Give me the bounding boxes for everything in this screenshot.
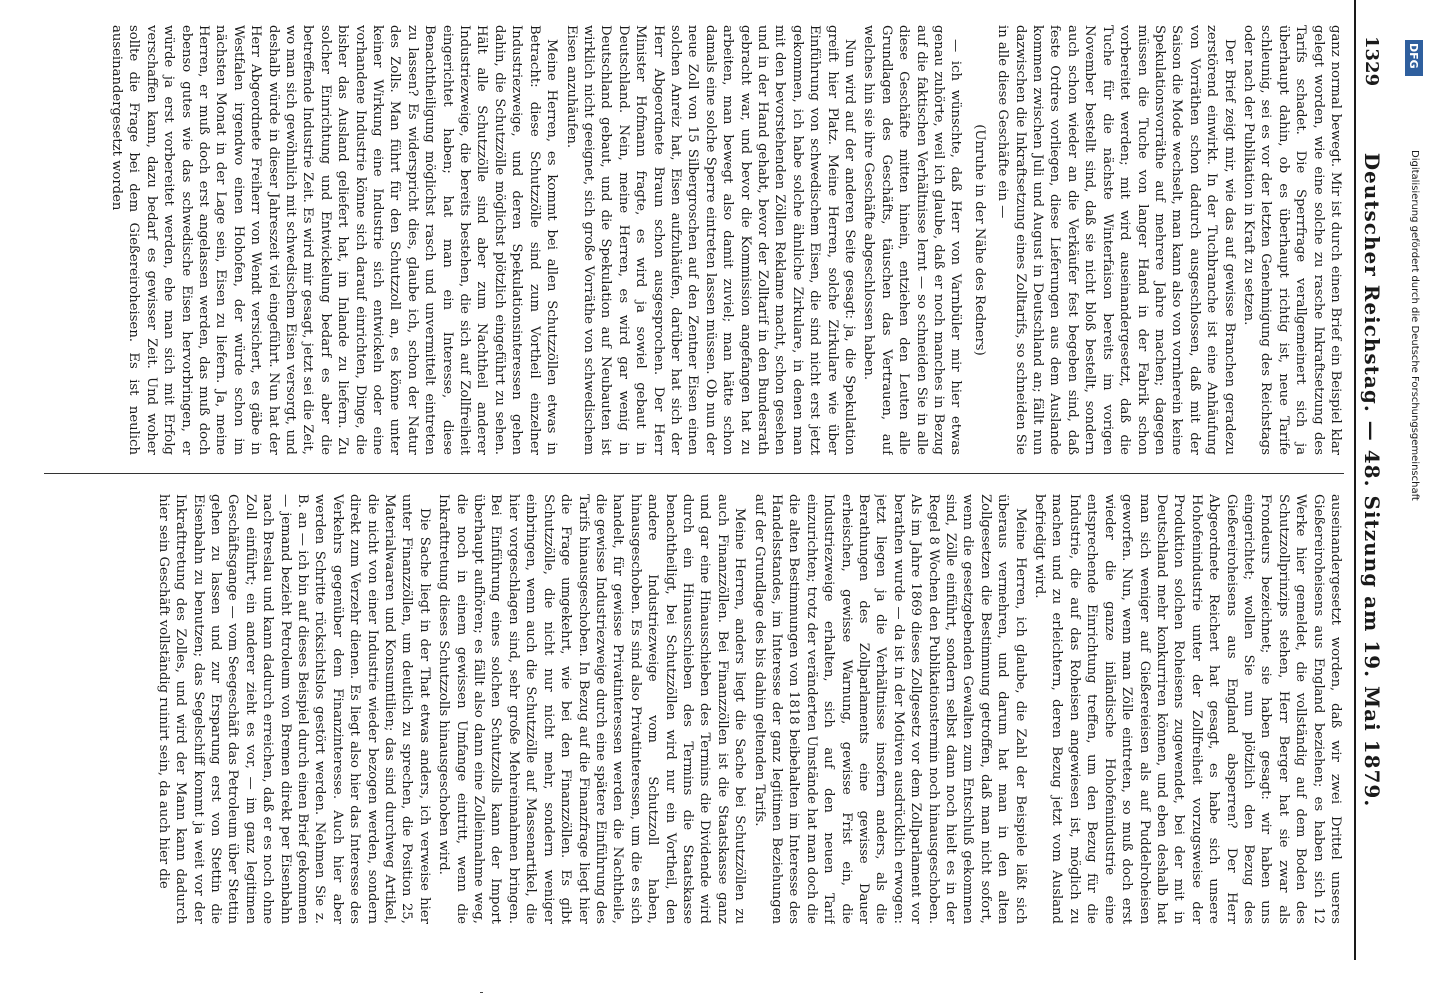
- paragraph: Der Brief zeigt mir, wie das auf gewisse Branchen geradezu zerstörend einwirkt. In der Tuchbranche ist eine Anhäufung von Vorräthen schon dadurch ausgeschlossen, daß mit der Saison die Mode wechselt, man kann also von vornherein keine Spekulationsvorräthe auf mehrere Jahre machen; dagegen müssen die Tuche von langer Hand in der Fabrik schon vorbereitet werden; mit wird auseinandergesetzt, daß die Tuche für die nächste Winterfaison bereits im vorigen November bestellt sind, daß sie nicht bloß bestellt, sondern auch schon wieder an die Verkäufer fest begeben sind, daß feste Ordres vorliegen, diese Lieferungen aus dem Auslande kommen zwischen Juli und August in Deutschland an; fällt nun dazwischen die Inkraftsetzung eines Zolltarifs, so schneiden Sie in alle diese Geschäfte ein —: [995, 25, 1237, 455]
- right-column: [44, 494, 1344, 924]
- running-head: [1354, 0, 1390, 960]
- scan-speck: [480, 992, 483, 993]
- paragraph: Die Sache liegt in der That etwas anders, ich verweise hier unter Finanzzöllen, um deutlich zu sprechen, die Position 25, Materialwaaren und Konsumtilien; das sind durchweg Artikel, die nicht von einer Industrie wieder bezogen werden, sondern direkt zum Verzehr dienen. Es liegt also hier das Interesse des Verkehrs gegenüber dem Finanzinteresse. Auch hier aber werden Schritte rücksichtslos gestört werden. Nehmen Sie z. B. an — ich bin auf dieses Beispiel durch einen Brief gekommen — jemand bezieht Petroleum von Bremen direkt per Eisenbahn nach Breslau und kann dadurch erreichen, daß er es noch ohne Zoll einführt; ein anderer zieht es vor, — im ganz legitimen Geschäftsgange — vom Seegeschäft das Petroleum über Stettin gehen zu lassen und zur Ersparung erst von Stettin die Eisenbahn zu benutzen; das Segelschiff kommt ja weit vor der Inkrafttretung des Zolles, und wird der Mann kann dadurch hier sein Geschäft vollständig ruinirt sein, da auch hier die: [155, 494, 432, 924]
- column-divider: [44, 473, 1344, 474]
- paragraph: Nun wird auf der anderen Seite gesagt: ja, die Spekulation greift hier Platz. Meine Herren, solche Zirkulare wie über Einführung von schwedischem Eisen, die sind nicht erst jetzt gekommen, ich habe solche ähnliche Zirkulare, in denen man mit den bevorstehenden Zöllen Reklame macht, schon gesehen und in der Hand gehabt, bevor der Zolltarif in den Bundesrath gebracht war, und bevor die Kommission angefangen hat zu arbeiten, man bewegt also damit zuviel; man hätte schon damals eine solche Sperre eintreten lassen müssen. Ob nun der neue Zoll von 15 Silbergroschen auf den Zentner Eisen einen solchen Anreiz hat, Eisen aufzuhäufen, darüber hat sich der Herr Abgeordnete Braun schon ausgesprochen. Der Herr Minister Hofmann fragte, es wird ja sowiel gebaut in Deutschland. Nein, meine Herren, es wird gar wenig in Deutschland gebaut, und die Spekulation auf Neubauten ist wirklich nicht geeignet, sich große Vorräthe von schwedischem Eisen anzuhäufen.: [563, 25, 858, 455]
- paragraph: Meine Herren, anders liegt die Sache bei Schutzzöllen zu auch Finanzzöllen. Bei Finanzzöllen ist die Staatskasse ganz und gar eine Hinausschieben des Termins die Dividende wird durch ein Hinausschieben des Termins die Staatskasse benachtheiligt, bei Schutzzöllen wird nur ein Vortheil, den andere Industriezweige vom Schutzzoll haben, hinausgeschoben. Es sind also Privatinteressen, um die es sich handelt, für gewisse Privatinteressen werden die Nachtheile, die gewisse Industriezweige durch eine spätere Einführung des Tarifs hinausgeschoben. In Bezug auf die Finanzfrage liegt hier die Frage umgekehrt, wie bei den Finanzzöllen. Es gibt Schutzzölle, die nicht nur nicht mehr, sondern weniger einbringen, wenn auch die Schutzzölle auf Massenartikel, die hier vorgeschlagen sind, sehr große Mehreinnahmen bringen. Bei Einführung eines solchen Schutzzolls kann der Import überhaupt aufhören; es fällt also dann eine Zolleinnahme weg, die noch in einem gewissen Umfange eintritt, wenn die Inkrafttretung dieses Schutzzolls hinausgeschoben wird.: [436, 494, 748, 924]
- paragraph: ganz normal bewegt. Mir ist durch einen Brief ein Beispiel klar gelegt worden, wie eine solche zu rasche Inkraftsetzung des Tarifs schadet. Die Sperrfrage verallgemeinert sich ja überhaupt dahin, ob es überhaupt richtig ist, neue Tarife schleunig, sei es vor der letzten Genehmigung des Reichstags oder nach der Publikation in Kraft zu setzen.: [1240, 25, 1343, 455]
- dfg-logo: [1405, 40, 1423, 76]
- paragraph: Meine Herren, ich glaube, die Zahl der Beispiele läßt sich überaus vermehren, und darum hat man in den alten Zollgesetzen die Bestimmung getroffen, daß man nicht sofort, wenn die gesetzgebenden Gewalten zum Entschluß gekommen sind, Zölle einführt, sondern selbst dann noch hielt es in der Regel 8 Wochen den Publikationstermin noch hinausgeschoben. Als im Jahre 1869 dieses Zollgesetz vor dem Zollparlament vor berathen wurde — da ist in der Motiven ausdrücklich erwogen: jetzt liegen ja die Verhältnisse insofern anders, als die Berathungen des Zollparlaments eine gewisse Dauer erheischen, gewisse Warnung, gewisse Frist ein, die Industriezweige erhalten, sich auf den neuen Tarif einzurichten; trotz der veränderten Umstände hat man doch die die alten Bestimmungen von 1818 beibehalten im Interesse des Handelsstandes, im Interesse der ganz legitimen Beziehungen auf der Grundlage des bis dahin geltenden Tarifs.: [751, 494, 1028, 924]
- paragraph: Meine Herren, es kommt bei allen Schutzzöllen etwas in Betracht: diese Schutzzölle sind zum Vortheil einzelner Industriezweige, und deren Spekulationsinteressen gehen dahin, die Schutzzölle möglichst plötzlich eingeführt zu sehen. Hält alle Schutzzölle sind aber zum Nachtheil anderer Industriezweige, die bereits bestehen, die sich auf Zollfreiheit eingerichtet haben; hat man ein Interesse, diese Benachtheiligung möglichst rasch und unvermittelt eintreten zu lassen? Es widerspricht dies, glaube ich, schon der Natur des Zolls. Man führt für den Schutzzoll an, es könne unter keiner Wirkung eine Industrie sich entwickeln oder eine vorhandene Industrie könne sich darauf einrichten, Dinge, die bisher das Ausland geliefert hat, im Inlande zu liefern. Zu solcher Einrichtung und Entwickelung bedarf es aber die betreffende Industrie Zeit. Es wird mir gesagt, jetzt sei die Zeit, wo man sich gewöhnlich mit schwedischem Eisen versorgt, und deshalb würde in dieser Jahreszeit viel eingeführt. Nun hat der Herr Abgeordnete Freiherr von Wendt versichert, es gäbe in Westfalen irgendwo einen Hohofen, der würde schon im nächsten Monat in der Lage sein, Eisen zu liefern. Ja, meine Herren, er muß doch erst angelassen werden, das muß doch ebenso gutes wie das schwedische Eisen hervorbringen, er würde ja erst vorbereitet werden, ehe man sich mit Erfolg verschaffen kann, dazu bedarf es gewisser Zeit. Und woher sollte die Frage bei dem Gießereiroheisen. Es ist neulich auseinandergesetzt worden: [108, 25, 560, 455]
- funding-note-text: Digitalisierung gefördert durch die Deutsche Forschungsgemeinschaft: [1409, 150, 1420, 501]
- funding-note: [1408, 150, 1422, 790]
- stage-direction: (Unruhe in der Nähe des Redners): [971, 124, 987, 356]
- paragraph: auseinandergesetzt worden, daß wir zwei Drittel unseres Gießereiroheisens aus England beziehen; es haben sich 12 Werke hier gemeldet, die vollständig auf dem Boden des Schutzzollprinzips stehen, Herr Berger hat sie zwar als Frondeurs bezeichnet; sie haben gesagt: wir haben uns eingerichtet; wollen Sie nun plötzlich den Bezug des Gießereiroheisens aus England absperren? Der Herr Abgeordnete Reichert hat gesagt, es habe sich unsere Hohofenindustrie unter der Zollfreiheit vorzugsweise der Produktion solchen Roheisens zugewendet, bei der mit in Deutschland mehr konkurriren können, und eben deshalb hat man sich weniger auf Gießereieisen als auf Puddelroheisen geworfen. Nun, wenn man Zölle eintreten, so muß doch erst wieder die ganze inländische Hohofenindustrie eine entsprechende Einrichtung treffen, um den Bezug für die Industrie, die auf das Roheisen angewiesen ist, möglich zu machen und zu erleichtern, deren Bezug jetzt vom Ausland befriedigt wird.: [1032, 494, 1343, 924]
- paragraph: — ich wünschte, daß Herr von Varnbüler mir hier etwas genau zuhörte, weil ich glaube, daß er noch manches in Bezug auf die faktischen Verhältnisse lernt — so schneiden Sie in alle diese Geschäfte mitten hinein, entziehen den Leuten alle Grundlagen des Geschäfts, täuschen das Vertrauen, auf welches hin sie ihre Geschäfte abgeschlossen haben.: [861, 25, 964, 455]
- left-column: [44, 25, 1344, 455]
- dfg-logo-text: DFG: [1407, 43, 1420, 69]
- page-number: 1329: [1361, 36, 1382, 87]
- page-title: Deutscher Reichstag. — 48. Sitzung am 19. Mai 1879.: [1360, 152, 1384, 808]
